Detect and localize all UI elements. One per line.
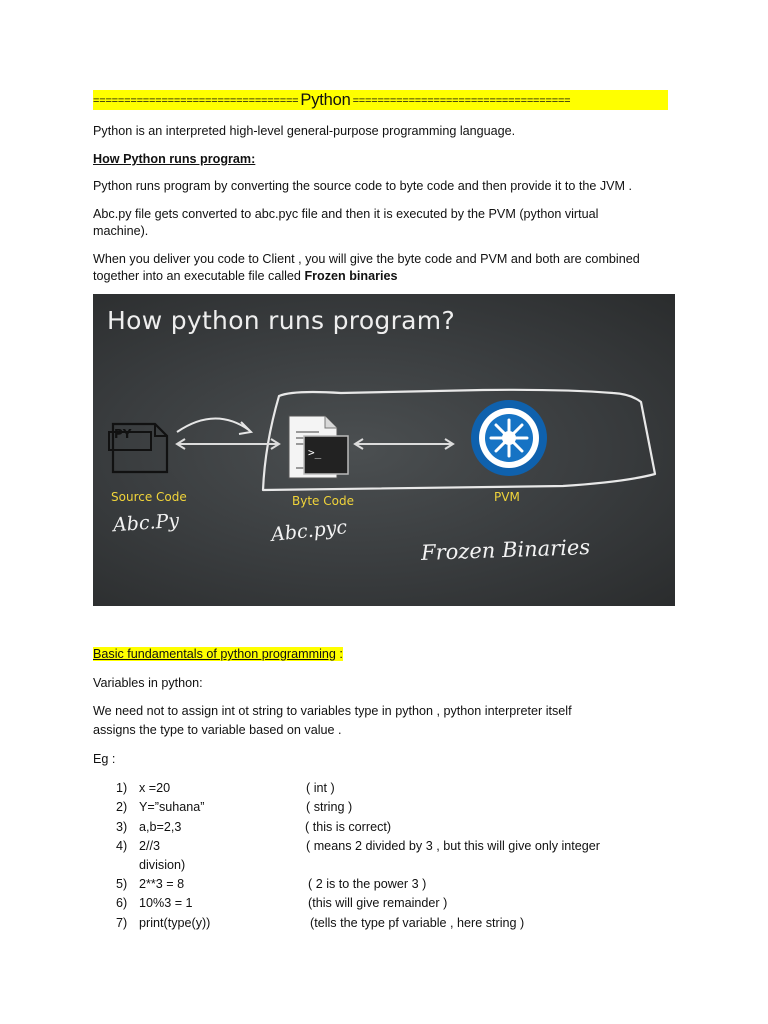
byte-code-label: Byte Code: [292, 494, 354, 508]
list-item: [0, 838, 768, 855]
basics-colon: :: [335, 647, 343, 661]
basics-heading: Basic fundamentals of python programming: [93, 647, 336, 661]
list-number: 1): [116, 781, 128, 795]
handwritten-frozen-binaries: Frozen Binaries: [420, 535, 591, 565]
double-arrow-left: [177, 439, 279, 449]
list-note: ( string ): [306, 800, 353, 814]
pvm-label: PVM: [494, 490, 520, 504]
title-rule-left: =================================: [93, 95, 299, 107]
list-code-continuation: division): [139, 858, 186, 872]
page-title: Python: [300, 91, 351, 109]
list-item: [0, 895, 768, 912]
diagram-drawing: [93, 294, 675, 606]
pvm-gear-icon: [471, 400, 547, 476]
para-deliver-text: together into an executable file called: [93, 269, 305, 283]
list-number: 4): [116, 839, 128, 853]
para-deliver-line1: When you deliver you code to Client , you will give the byte code and PVM and both are combined: [93, 252, 640, 266]
list-item: [0, 915, 768, 932]
list-number: 2): [116, 800, 128, 814]
list-number: 6): [116, 896, 128, 910]
double-arrow-right: [355, 439, 453, 449]
list-item: [0, 819, 768, 836]
py-file-label: PY: [114, 427, 132, 441]
title-rule-right: ===================================: [352, 95, 571, 107]
para-pvm-line2: machine).: [93, 224, 149, 238]
list-code: 2//3: [139, 839, 161, 853]
list-code: Y=”suhana”: [139, 800, 205, 814]
list-code: x =20: [139, 781, 171, 795]
list-number: 7): [116, 916, 128, 930]
handwritten-abc-pyc: Abc.pyc: [270, 516, 349, 546]
curved-arrow: [177, 418, 249, 432]
para-pvm-line1: Abc.py file gets converted to abc.pyc file and then it is executed by the PVM (python virtual: [93, 207, 599, 221]
list-code: a,b=2,3: [139, 820, 182, 834]
list-number: 3): [116, 820, 128, 834]
python-run-diagram: [93, 294, 675, 606]
list-note: ( this is correct): [305, 820, 392, 834]
list-code: print(type(y)): [139, 916, 211, 930]
variables-heading: Variables in python:: [93, 676, 203, 690]
variables-text-line1: We need not to assign int ot string to variables type in python , python interpreter itself: [93, 704, 572, 718]
list-note: ( 2 is to the power 3 ): [308, 877, 427, 891]
list-item: [0, 876, 768, 893]
eg-label: Eg :: [93, 752, 116, 766]
source-code-label: Source Code: [111, 490, 187, 504]
list-note: ( means 2 divided by 3 , but this will give only integer: [306, 839, 601, 853]
list-note: ( int ): [306, 781, 335, 795]
basics-heading-line: [93, 646, 343, 663]
handwritten-abc-py: Abc.Py: [112, 509, 180, 537]
how-heading: How Python runs program:: [93, 152, 256, 166]
list-item-continuation: [0, 857, 768, 874]
list-item: [0, 780, 768, 797]
list-code: 2**3 = 8: [139, 877, 185, 891]
para-bytecode: Python runs program by converting the source code to byte code and then provide it to the JVM .: [93, 179, 633, 193]
diagram-title: How python runs program?: [107, 306, 456, 335]
terminal-prompt: >_: [308, 446, 322, 459]
list-note: (tells the type pf variable , here string ): [310, 916, 525, 930]
frozen-binaries-bold: Frozen binaries: [304, 269, 398, 283]
para-deliver-line2: [93, 268, 398, 285]
title-banner: [93, 90, 668, 110]
intro-text: Python is an interpreted high-level general-purpose programming language.: [93, 124, 516, 138]
list-number: 5): [116, 877, 128, 891]
variables-text-line2: assigns the type to variable based on value .: [93, 723, 342, 737]
list-note: (this will give remainder ): [308, 896, 448, 910]
list-item: [0, 799, 768, 816]
list-code: 10%3 = 1: [139, 896, 193, 910]
